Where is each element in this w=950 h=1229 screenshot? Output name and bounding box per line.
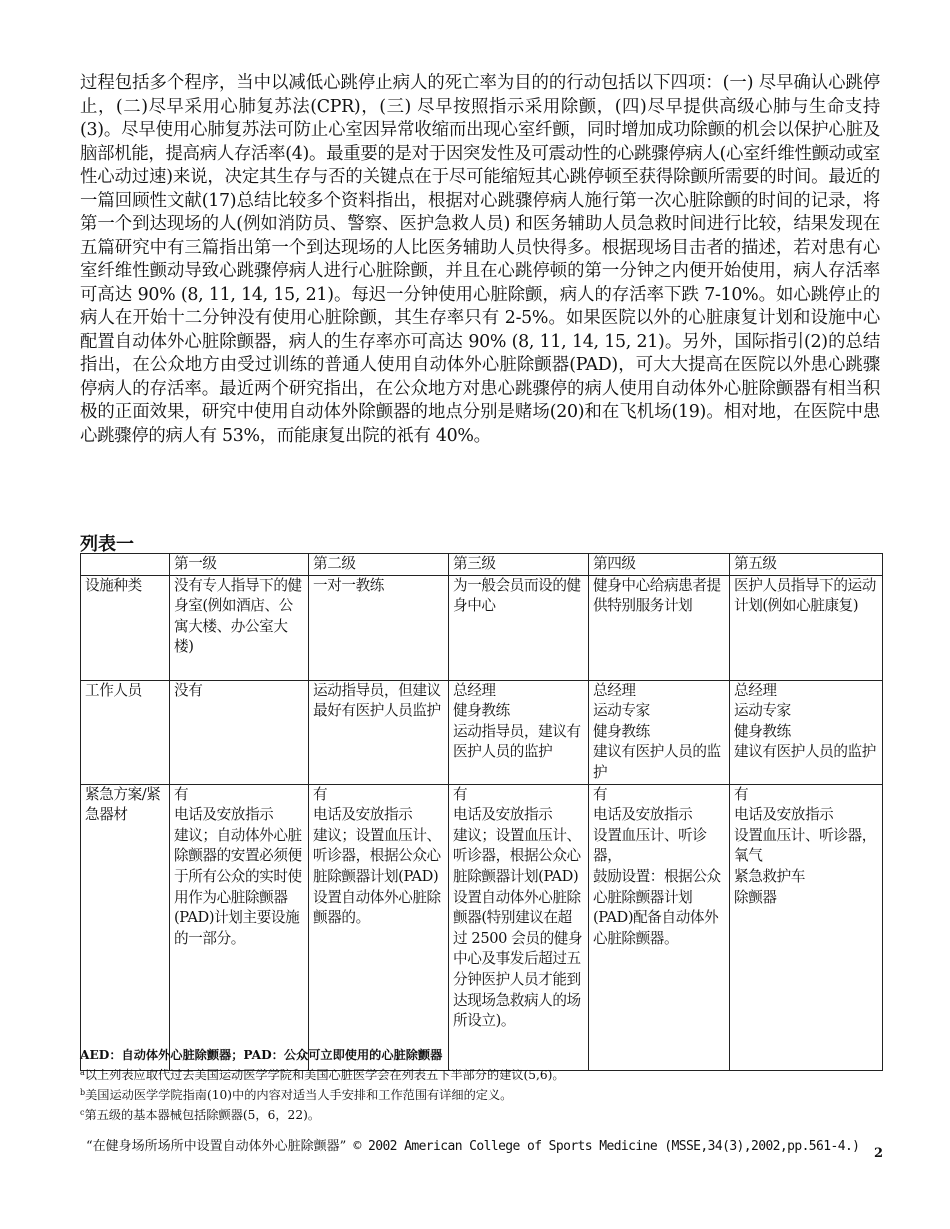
table-row-staff <box>81 680 883 784</box>
cell-line: 总经理 <box>593 681 636 699</box>
facility-level-table <box>80 553 883 1071</box>
table-cell: 健身中心给病患者提供特别服务计划 <box>589 575 730 680</box>
cell-line: 建议；设置血压计、听诊器，根据公众心脏除颤器计划(PAD)设置自动体外心脏除颤器的。 <box>313 826 441 927</box>
cell-line: 运动指导员，建议有医护人员的监护 <box>453 722 581 761</box>
table-cell <box>589 784 730 1070</box>
cell-line: 健身教练 <box>593 722 650 740</box>
cell-line: 有 <box>174 785 189 803</box>
table-cell <box>309 784 449 1070</box>
table-title: 列表一 <box>80 534 134 555</box>
cell-line: 总经理 <box>734 681 777 699</box>
cell-line: 除颤器 <box>734 888 777 906</box>
row-label: 紧急方案/紧急器材 <box>81 784 170 1070</box>
cell-line: 鼓励设置：根据公众心脏除颤器计划(PAD)配备自动体外心脏除颤器。 <box>593 867 721 947</box>
abbreviation-note: AED：自动体外心脏除颤器；PAD：公众可立即使用的心脏除颤器 <box>80 1048 443 1062</box>
cell-line: 健身教练 <box>453 702 510 720</box>
cell-line: 电话及安放指示 <box>174 806 274 824</box>
footnote-b <box>80 1084 565 1104</box>
cell-line: 建议有医护人员的监护 <box>734 743 876 761</box>
footnote-marker: c <box>80 1108 85 1117</box>
footnote-a <box>80 1064 565 1084</box>
cell-line: 电话及安放指示 <box>313 806 413 824</box>
table-cell: 没有专人指导下的健身室(例如酒店、公寓大楼、办公室大楼) <box>170 575 309 680</box>
cell-line: 有 <box>593 785 608 803</box>
cell-line: 健身教练 <box>734 722 791 740</box>
header-cell-level-1: 第一级 <box>170 554 309 576</box>
cell-line: 建议有医护人员的监护 <box>593 743 721 781</box>
table-cell: 没有 <box>170 680 309 784</box>
footnote-marker: b <box>80 1088 86 1097</box>
footnote-text: 以上列表应取代过去美国运动医学学院和美国心脏医学会在列表五下半部分的建议(5,6)。 <box>84 1068 565 1082</box>
footnote-text: 美国运动医学学院指南(10)中的内容对适当人手安排和工作范围有详细的定义。 <box>85 1088 513 1102</box>
table-cell <box>730 680 883 784</box>
cell-line: 运动专家 <box>593 702 650 720</box>
paragraph-text: 过程包括多个程序，当中以减低心跳停止病人的死亡率为目的的行动包括以下四项：(一) 尽早确认心跳停止，(二)尽早采用心肺复苏法(CPR)，(三) 尽早按照指示采用除颤，(四)尽早提供高级心肺与生命支持(3)。尽早使用心肺复苏法可防止心室因异常收缩而出现心室纤颤，同时增加成功除颤的机会以保护心脏及脑部机能，提高病人存活率(4)。最重要的是对于因突发性及可震动性的心跳骤停病人(心室纤维性颤动或室性心动过速)来说，决定其生存与否的关键点在于尽可能缩短其心跳停顿至获得除颤所需要的时间。最近的一篇回顾性文献(17)总结比较多个资料指出，根据对心跳骤停病人施行第一次心脏除颤的时间的记录，将第一个到达现场的人(例如消防员、警察、医护急救人员) 和医务辅助人员急救时间进行比较，结果发现在五篇研究中有三篇指出第一个到达现场的人比医务辅助人员快得多。根据现场目击者的描述，若对患有心室纤维性颤动导致心跳骤停病人进行心脏除颤，并且在心跳停顿的第一分钟之内便开始使用，病人存活率可高达 90% (8, 11, 14, 15, 21)。每迟一分钟使用心脏除颤，病人的存活率下跌 7-10%。如心跳停止的病人在开始十二分钟没有使用心脏除颤，其生存率只有 2-5%。如果医院以外的心脏康复计划和设施中心配置自动体外心脏除颤器，病人的生存率亦可高达 90% (8, 11, 14, 15, 21)。另外，国际指引(2)的总结指出，在公众地方由受过训练的普通人使用自动体外心脏除颤器(PAD)，可大大提高在医院以外患心跳骤停病人的存活率。最近两个研究指出，在公众地方对患心跳骤停的病人使用自动体外心脏除颤器有相当积极的正面效果，研究中使用自动体外除颤器的地点分别是赌场(20)和在飞机场(19)。相对地，在医院中患心跳骤停的病人有 53%，而能康复出院的祇有 40%。 <box>80 73 880 446</box>
cell-line: 总经理 <box>453 681 496 699</box>
header-cell-level-5: 第五级 <box>730 554 883 576</box>
header-cell-level-4: 第四级 <box>589 554 730 576</box>
cell-line: 设置血压计、听诊器， <box>734 826 876 844</box>
footer-copyright: © 2002 American College of Sports Medicine (MSSE,34(3),2002,pp.561-4.) <box>353 1139 860 1154</box>
table-row-facility-type <box>81 575 883 680</box>
cell-line: 运动专家 <box>734 702 791 720</box>
table-notes <box>80 1046 565 1124</box>
cell-line: 有 <box>453 785 468 803</box>
table-cell <box>170 784 309 1070</box>
table-header-row <box>81 554 883 576</box>
header-cell-level-3: 第三级 <box>449 554 589 576</box>
table-cell <box>730 784 883 1070</box>
header-cell-level-2: 第二级 <box>309 554 449 576</box>
table-cell <box>449 784 589 1070</box>
footnote-marker: a <box>80 1068 85 1077</box>
cell-line: 电话及安放指示 <box>453 806 553 824</box>
cell-line: 有 <box>734 785 749 803</box>
footer-title: “在健身场所场所中设置自动体外心脏除颤器” <box>86 1139 347 1154</box>
footnote-c <box>80 1104 565 1124</box>
cell-line: 氧气 <box>734 847 763 865</box>
table-cell <box>449 680 589 784</box>
table-row-emergency <box>81 784 883 1070</box>
table-cell: 为一般会员而设的健身中心 <box>449 575 589 680</box>
cell-line: 设置血压计、听诊器， <box>593 826 707 865</box>
cell-line: 有 <box>313 785 328 803</box>
row-label: 设施种类 <box>81 575 170 680</box>
footnote-text: 第五级的基本器械包括除颤器(5，6，22)。 <box>84 1108 321 1122</box>
header-cell-empty <box>81 554 170 576</box>
page-footer <box>86 1135 859 1154</box>
table-cell: 一对一教练 <box>309 575 449 680</box>
cell-line: 电话及安放指示 <box>734 806 834 824</box>
cell-line: 建议；设置血压计、听诊器，根据公众心脏除颤器计划(PAD)设置自动体外心脏除颤器(特别建议在超过 2500 会员的健身中心及事发后超过五分钟医护人员才能到达现场急救病人的场所设立)。 <box>453 826 583 1030</box>
cell-line: 建议；自动体外心脏除颤器的安置必须便于所有公众的实时使用作为心脏除颤器(PAD)计划主要设施的一部分。 <box>174 826 302 947</box>
cell-line: 电话及安放指示 <box>593 806 693 824</box>
table-cell: 医护人员指导下的运动计划(例如心脏康复) <box>730 575 883 680</box>
table-cell: 运动指导员，但建议最好有医护人员监护 <box>309 680 449 784</box>
cell-line: 紧急救护车 <box>734 867 805 885</box>
table-cell <box>589 680 730 784</box>
page-number: 2 <box>874 1146 884 1161</box>
body-paragraph <box>80 72 880 448</box>
row-label: 工作人员 <box>81 680 170 784</box>
